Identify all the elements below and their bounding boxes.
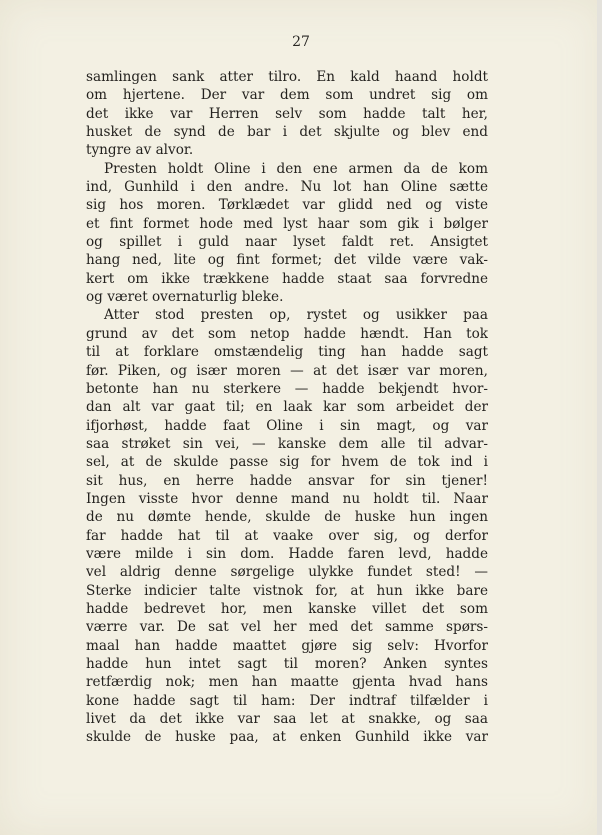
text-line: værre var. De sat vel her med det samme spørs-: [86, 619, 488, 636]
body-text: [86, 68, 488, 747]
text-line: Sterke indicier talte vistnok for, at hun ikke bare: [86, 582, 488, 599]
text-line: kert om ikke trækkene hadde staat saa forvredne: [86, 270, 488, 287]
text-line: hang ned, lite og fint formet; det vilde være vak-: [86, 252, 488, 269]
text-line: tyngre av alvor.: [86, 142, 194, 159]
text-line: om hjertene. Der var dem som undret sig om: [86, 87, 488, 104]
text-line: skulde de huske paa, at enken Gunhild ikke var: [86, 729, 488, 746]
text-line: et fint formet hode med lyst haar som gik i bølger: [86, 215, 488, 232]
text-line: vel aldrig denne sørgelige ulykke fundet sted! —: [86, 564, 488, 581]
page-edge: [597, 0, 602, 835]
text-line: ind, Gunhild i den andre. Nu lot han Oline sætte: [86, 179, 488, 196]
text-line: dan alt var gaat til; en laak kar som arbeidet der: [86, 399, 488, 416]
text-line: være milde i sin dom. Hadde faren levd, hadde: [86, 545, 488, 562]
text-line: kone hadde sagt til ham: Der indtraf tilfælder i: [86, 692, 488, 709]
text-line: og været overnaturlig bleke.: [86, 289, 284, 306]
text-line: samlingen sank atter tilro. En kald haand holdt: [86, 69, 488, 85]
text-line: ifjorhøst, hadde faat Oline i sin magt, og var: [86, 417, 488, 434]
text-line: saa strøket sin vei, — kanske dem alle til advar-: [86, 435, 488, 452]
text-line: retfærdig nok; men han maatte gjenta hvad hans: [86, 674, 488, 691]
text-line: Ingen visste hvor denne mand nu holdt til. Naar: [86, 490, 488, 507]
text-line: sit hus, en herre hadde ansvar for sin tjener!: [86, 472, 488, 489]
text-line: før. Piken, og især moren — at det især var moren,: [86, 362, 488, 379]
page-number: 27: [292, 34, 310, 50]
text-line: det ikke var Herren selv som hadde talt her,: [86, 105, 488, 122]
text-line: Presten holdt Oline i den ene armen da de kom: [104, 160, 488, 177]
text-line: maal han hadde maattet gjøre sig selv: Hvorfor: [86, 637, 488, 654]
text-line: de nu dømte hende, skulde de huske hun ingen: [86, 509, 488, 526]
text-line: betonte han nu sterkere — hadde bekjendt hvor-: [86, 380, 488, 397]
text-line: sig hos moren. Tørklædet var glidd ned og viste: [86, 197, 488, 214]
text-line: husket de synd de bar i det skjulte og blev end: [86, 124, 488, 141]
text-line: hadde hun intet sagt til moren? Anken syntes: [86, 656, 488, 672]
text-line: livet da det ikke var saa let at snakke, og saa: [86, 711, 488, 728]
text-line: og spillet i guld naar lyset faldt ret. Ansigtet: [86, 234, 488, 251]
text-line: sel, at de skulde passe sig for hvem de tok ind i: [86, 454, 488, 471]
text-line: til at forklare omstændelig ting han hadde sagt: [86, 344, 488, 361]
text-line: hadde bedrevet hor, men kanske villet det som: [86, 600, 488, 617]
text-line: far hadde hat til at vaake over sig, og derfor: [86, 527, 488, 544]
text-line: grund av det som netop hadde hændt. Han tok: [86, 325, 488, 342]
text-line: Atter stod presten op, rystet og usikker paa: [104, 307, 488, 324]
